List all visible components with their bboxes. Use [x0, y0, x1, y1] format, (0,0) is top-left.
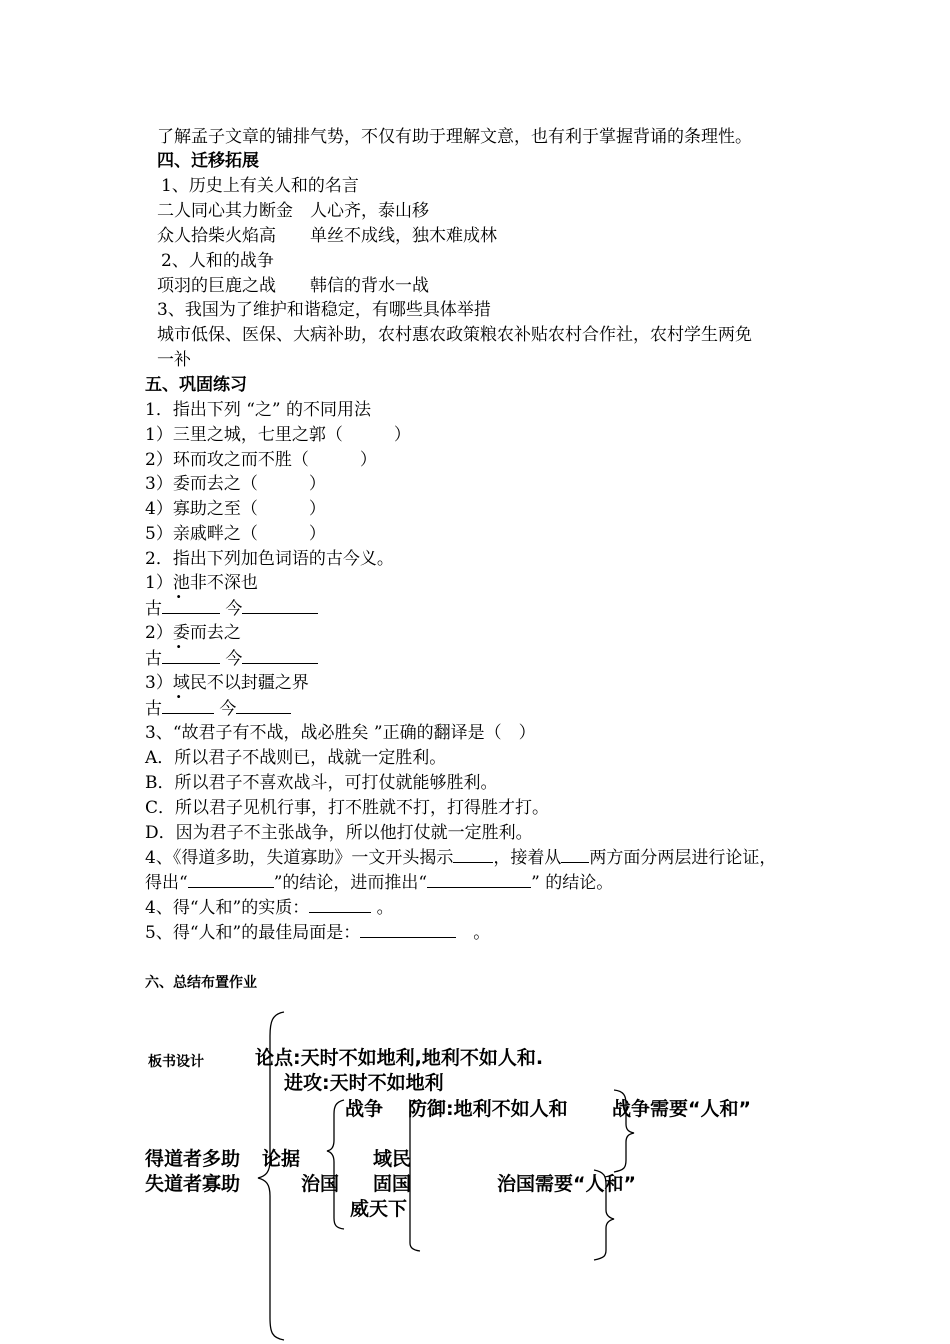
option: D．因为君子不主张战争，所以他打仗就一定胜利。 [145, 823, 533, 843]
option: B．所以君子不喜欢战斗，可打仗就能够胜利。 [145, 773, 498, 793]
answer-line: 古 今 [145, 697, 291, 721]
board-zhiguo-need: 治国需要“人和” [497, 1173, 636, 1195]
para-line: 2、人和的战争 [161, 251, 274, 271]
question-item: 2）环而攻之而不胜（ ） [145, 450, 377, 470]
section-heading-4: 四、迁移拓展 [157, 151, 259, 171]
board-defend: 防御:地利不如人和 [408, 1098, 568, 1120]
question: 5、得“人和”的最佳局面是： 。 [145, 923, 491, 943]
board-war-need: 战争需要“人和” [612, 1098, 751, 1120]
section-heading-6: 六、总结布置作业 [145, 975, 257, 991]
question-item: 2）委而去之 [145, 623, 241, 643]
para-line: 城市低保、医保、大病补助，农村惠农政策粮农补贴农村合作社，农村学生两免 [157, 325, 752, 345]
option: C．所以君子见机行事，打不胜就不打，打得胜才打。 [145, 798, 550, 818]
board-yumin: 域民 [373, 1148, 412, 1170]
board-thesis: 论点:天时不如地利,地利不如人和. [255, 1047, 544, 1069]
option: A．所以君子不战则已，战就一定胜利。 [145, 748, 447, 768]
para-line: 项羽的巨鹿之战 韩信的背水一战 [157, 276, 429, 296]
para-line: 众人拾柴火焰高 单丝不成线，独木难成林 [157, 226, 497, 246]
question: 1．指出下列 “之” 的不同用法 [145, 400, 372, 420]
para-line: 了解孟子文章的铺排气势，不仅有助于理解文意，也有利于掌握背诵的条理性。 [157, 127, 752, 147]
answer-line: 古 今 [145, 647, 318, 671]
board-war: 战争 [345, 1098, 384, 1120]
question-item: 4）寡助之至（ ） [145, 499, 326, 519]
answer-line: 古 今 [145, 597, 318, 621]
para-line: 3、我国为了维护和谐稳定，有哪些具体举措 [157, 300, 491, 320]
board-zhiguo: 治国 [301, 1173, 340, 1195]
question: 2．指出下列加色词语的古今义。 [145, 549, 394, 569]
question-item: 3）域民不以封疆之界 [145, 673, 309, 693]
para-line: 二人同心其力断金 人心齐，泰山移 [157, 201, 429, 221]
question: 得出“ ”的结论，进而推出“ ” 的结论。 [145, 873, 614, 893]
para-line: 1、历史上有关人和的名言 [161, 176, 359, 196]
question: 4、《得道多助，失道寡助》一文开头揭示 ，接着从 两方面分两层进行论证， [145, 848, 777, 868]
board-shidao: 失道者寡助 [145, 1173, 241, 1195]
board-guguo: 固国 [373, 1173, 412, 1195]
question-item: 1）三里之城，七里之郭（ ） [145, 425, 411, 445]
board-weitianxia: 威天下 [350, 1198, 408, 1220]
board-dedao: 得道者多助 [145, 1148, 241, 1170]
question: 4、得“人和”的实质： 。 [145, 898, 394, 918]
board-label: 板书设计 [148, 1054, 204, 1070]
para-line: 一补 [157, 350, 191, 370]
question-item: 5）亲戚畔之（ ） [145, 524, 326, 544]
board-lunju: 论据 [262, 1148, 301, 1170]
question: 3、“故君子有不战，战必胜矣 ”正确的翻译是（ ） [145, 723, 536, 743]
section-heading-5: 五、巩固练习 [145, 375, 247, 395]
question-item: 1）池非不深也 [145, 573, 258, 593]
board-attack: 进攻:天时不如地利 [284, 1072, 444, 1094]
question-item: 3）委而去之（ ） [145, 474, 326, 494]
